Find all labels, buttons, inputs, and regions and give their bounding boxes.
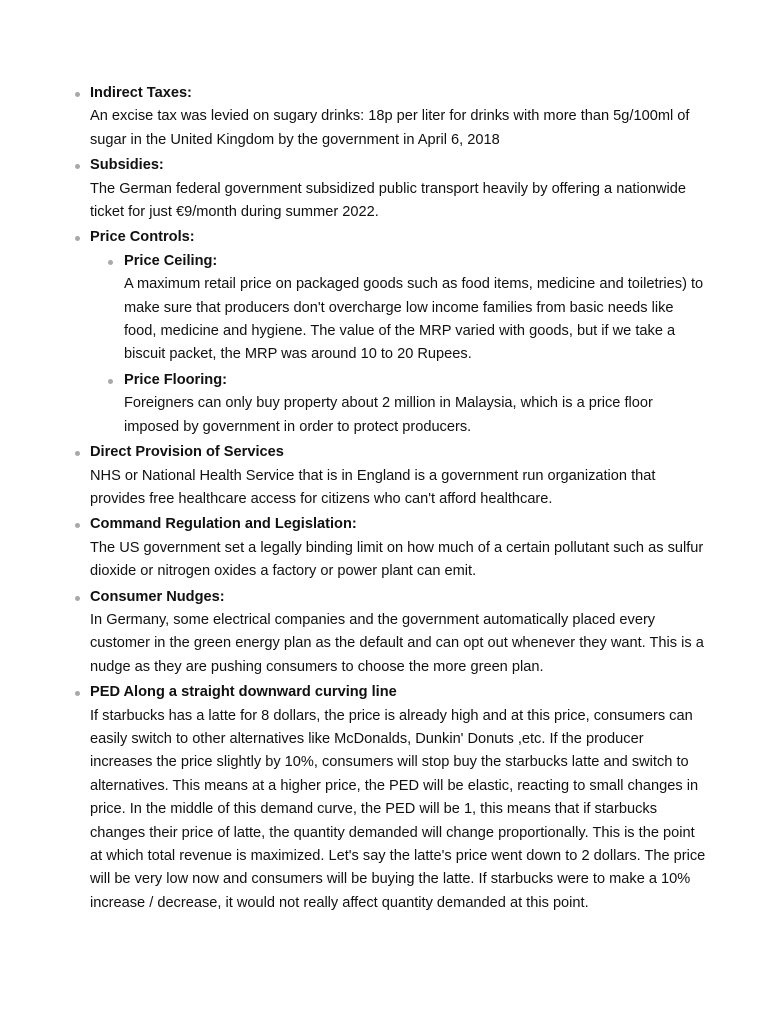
sub-item-text: A maximum retail price on packaged goods such as food items, medicine and toiletries) to make sure that producers don't overcharge low income families from basic needs like food, medicine and hygiene. The value of the MRP varied with goods, but if we take a biscuit packet, the MRP was around 10 to 20 Rupees. — [124, 276, 704, 363]
sub-item-heading: Price Flooring: — [124, 371, 227, 388]
item-text: NHS or National Health Service that is in England is a government run organization that provides free healthcare access for citizens who can't afford healthcare. — [90, 467, 656, 507]
item-heading: Price Controls: — [90, 229, 195, 246]
list-item-ped — [90, 681, 708, 915]
item-heading: Indirect Taxes: — [90, 85, 192, 101]
item-text: The German federal government subsidized public transport heavily by offering a nationwide ticket for just €9/month during summer 2022. — [90, 180, 686, 221]
item-heading: Direct Provision of Services — [90, 444, 284, 461]
item-heading: PED Along a straight downward curving line — [90, 684, 397, 701]
sub-item-price-ceiling — [124, 250, 708, 367]
sub-list — [90, 250, 708, 439]
sub-item-price-flooring — [124, 369, 708, 439]
list-item-consumer-nudges — [90, 586, 708, 680]
list-item-indirect-taxes — [90, 82, 708, 152]
list-item-subsidies — [90, 154, 708, 224]
list-item-command-regulation — [90, 513, 708, 583]
item-heading: Command Regulation and Legislation: — [90, 516, 357, 533]
item-heading: Subsidies: — [90, 157, 164, 174]
item-text: In Germany, some electrical companies and the government automatically placed every customer in the green energy plan as the default and can opt out whenever they want. This is a nudge as they are pushing consumers to choose the more green plan. — [90, 611, 704, 675]
sub-item-text: Foreigners can only buy property about 2 million in Malaysia, which is a price floor imposed by government in order to protect producers. — [124, 395, 653, 435]
list-item-price-controls — [90, 226, 708, 439]
item-text: The US government set a legally binding limit on how much of a certain pollutant such as sulfur dioxide or nitrogen oxides a factory or power plant can emit. — [90, 539, 704, 580]
item-text: If starbucks has a latte for 8 dollars, the price is already high and at this price, consumers can easily switch to other alternatives like McDonalds, Dunkin' Donuts ,etc. If the producer increases the price slightly by 10%, consumers will stop buy the starbucks latte and switch to alternatives. This means at a higher price, the PED will be elastic, reacting to small changes in price. In the middle of this demand curve, the PED will be 1, this means that if starbucks changes their price of latte, the quantity demanded will change proportionally. This is the point at which total revenue is maximized. Let's say the latte's price went down to 2 dollars. The price will be very low now and consumers will be buying the latte. If starbucks were to make a 10% increase / decrease, it would not really affect quantity demanded at this point. — [90, 707, 706, 911]
item-text: An excise tax was levied on sugary drinks: 18p per liter for drinks with more than 5g/100ml of sugar in the United Kingdom by the government in April 6, 2018 — [90, 108, 690, 148]
list-item-direct-provision — [90, 441, 708, 511]
sub-item-heading: Price Ceiling: — [124, 252, 218, 269]
item-heading: Consumer Nudges: — [90, 588, 225, 605]
